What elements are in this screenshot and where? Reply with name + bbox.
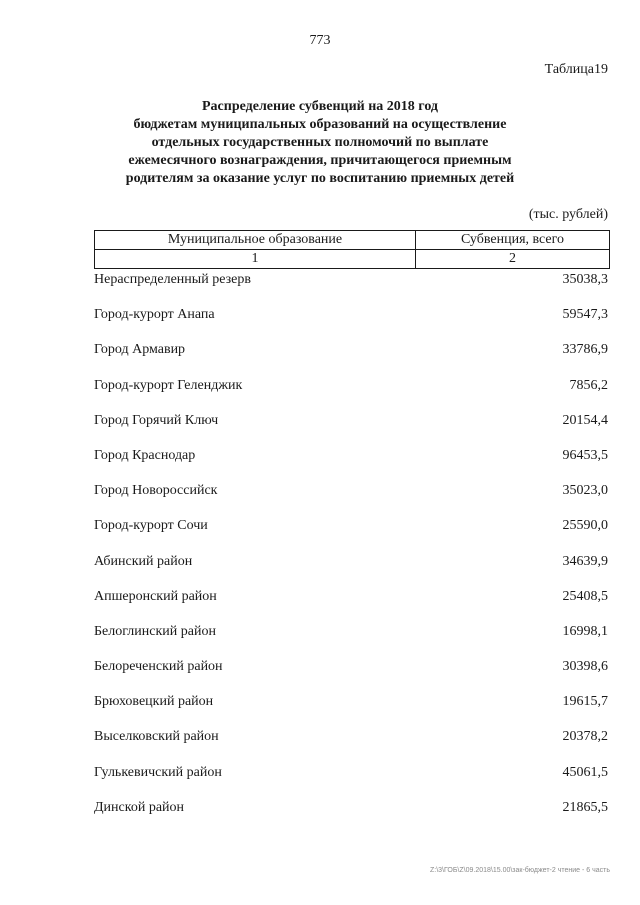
- title-line: ежемесячного вознаграждения, причитающегося приемным: [128, 153, 512, 168]
- table-row: [94, 305, 608, 340]
- row-value: 7856,2: [569, 377, 608, 393]
- row-value: 34639,9: [562, 553, 608, 569]
- table-row: [94, 446, 608, 481]
- row-municipality: Город Краснодар: [94, 447, 196, 463]
- table-row: [94, 727, 608, 762]
- table-row: [94, 481, 608, 516]
- row-municipality: Город-курорт Сочи: [94, 518, 208, 534]
- table-row: [94, 657, 608, 692]
- column-number-1: 1: [95, 250, 416, 268]
- table-row: [94, 763, 608, 798]
- table-row: [94, 798, 608, 833]
- table-row: [94, 376, 608, 411]
- units-label: (тыс. рублей): [528, 207, 608, 222]
- row-value: 96453,5: [562, 447, 608, 463]
- row-municipality: Нераспределенный резерв: [94, 272, 251, 287]
- row-value: 33786,9: [562, 342, 608, 358]
- row-value: 25408,5: [562, 588, 608, 604]
- column-number-2: 2: [509, 251, 516, 266]
- row-value: 16998,1: [562, 623, 608, 639]
- row-value: 30398,6: [562, 659, 608, 675]
- row-municipality: Выселковский район: [94, 729, 219, 745]
- row-municipality: Город-курорт Геленджик: [94, 377, 243, 393]
- row-municipality: Абинский район: [94, 553, 193, 569]
- row-value: 19615,7: [562, 694, 608, 710]
- table-body: [94, 270, 608, 833]
- row-municipality: Апшеронский район: [94, 588, 217, 604]
- table-row: [94, 411, 608, 446]
- column-header-subvention: Субвенция, всего: [460, 232, 565, 247]
- row-value: 20154,4: [562, 412, 608, 428]
- row-value: 21865,5: [562, 799, 608, 815]
- title-line: бюджетам муниципальных образований на осуществление: [133, 117, 507, 132]
- row-value: 25590,0: [562, 518, 608, 534]
- row-municipality: Гулькевичский район: [94, 764, 222, 780]
- document-title: [90, 98, 550, 188]
- row-municipality: Город Новороссийск: [94, 483, 218, 499]
- row-municipality: Брюховецкий район: [94, 694, 214, 710]
- title-line: родителям за оказание услуг по воспитанию приемных детей: [125, 171, 515, 186]
- table-header: [94, 230, 610, 269]
- row-municipality: Белореченский район: [94, 659, 223, 675]
- row-municipality: Город-курорт Анапа: [94, 307, 215, 323]
- row-municipality: Город Горячий Ключ: [94, 412, 219, 428]
- table-row: [94, 516, 608, 551]
- row-municipality: Белоглинский район: [94, 623, 216, 639]
- table-row: [94, 552, 608, 587]
- table-row: [94, 587, 608, 622]
- table-row: [94, 340, 608, 375]
- header-row: [95, 231, 609, 249]
- row-municipality: Динской район: [94, 799, 185, 815]
- title-line: отдельных государственных полномочий по выплате: [151, 135, 489, 150]
- row-value: 35023,0: [562, 483, 608, 499]
- row-value: 45061,5: [562, 764, 608, 780]
- row-municipality: Город Армавир: [94, 342, 186, 358]
- footer-file-path: Z:\3\ГОБ\Z\09.2018\15.00\зак-бюджет-2 чтение - 6 часть: [429, 867, 610, 874]
- table-row: [94, 270, 608, 305]
- row-value: 35038,3: [562, 272, 608, 287]
- table-row: [94, 692, 608, 727]
- table-label: Таблица19: [544, 62, 608, 77]
- column-header-municipality: Муниципальное образование: [95, 231, 416, 249]
- title-line: Распределение субвенций на 2018 год: [202, 99, 438, 114]
- row-value: 59547,3: [562, 307, 608, 323]
- table-row: [94, 622, 608, 657]
- row-value: 20378,2: [562, 729, 608, 745]
- column-number-row: [95, 249, 609, 268]
- page-number: 773: [309, 33, 331, 48]
